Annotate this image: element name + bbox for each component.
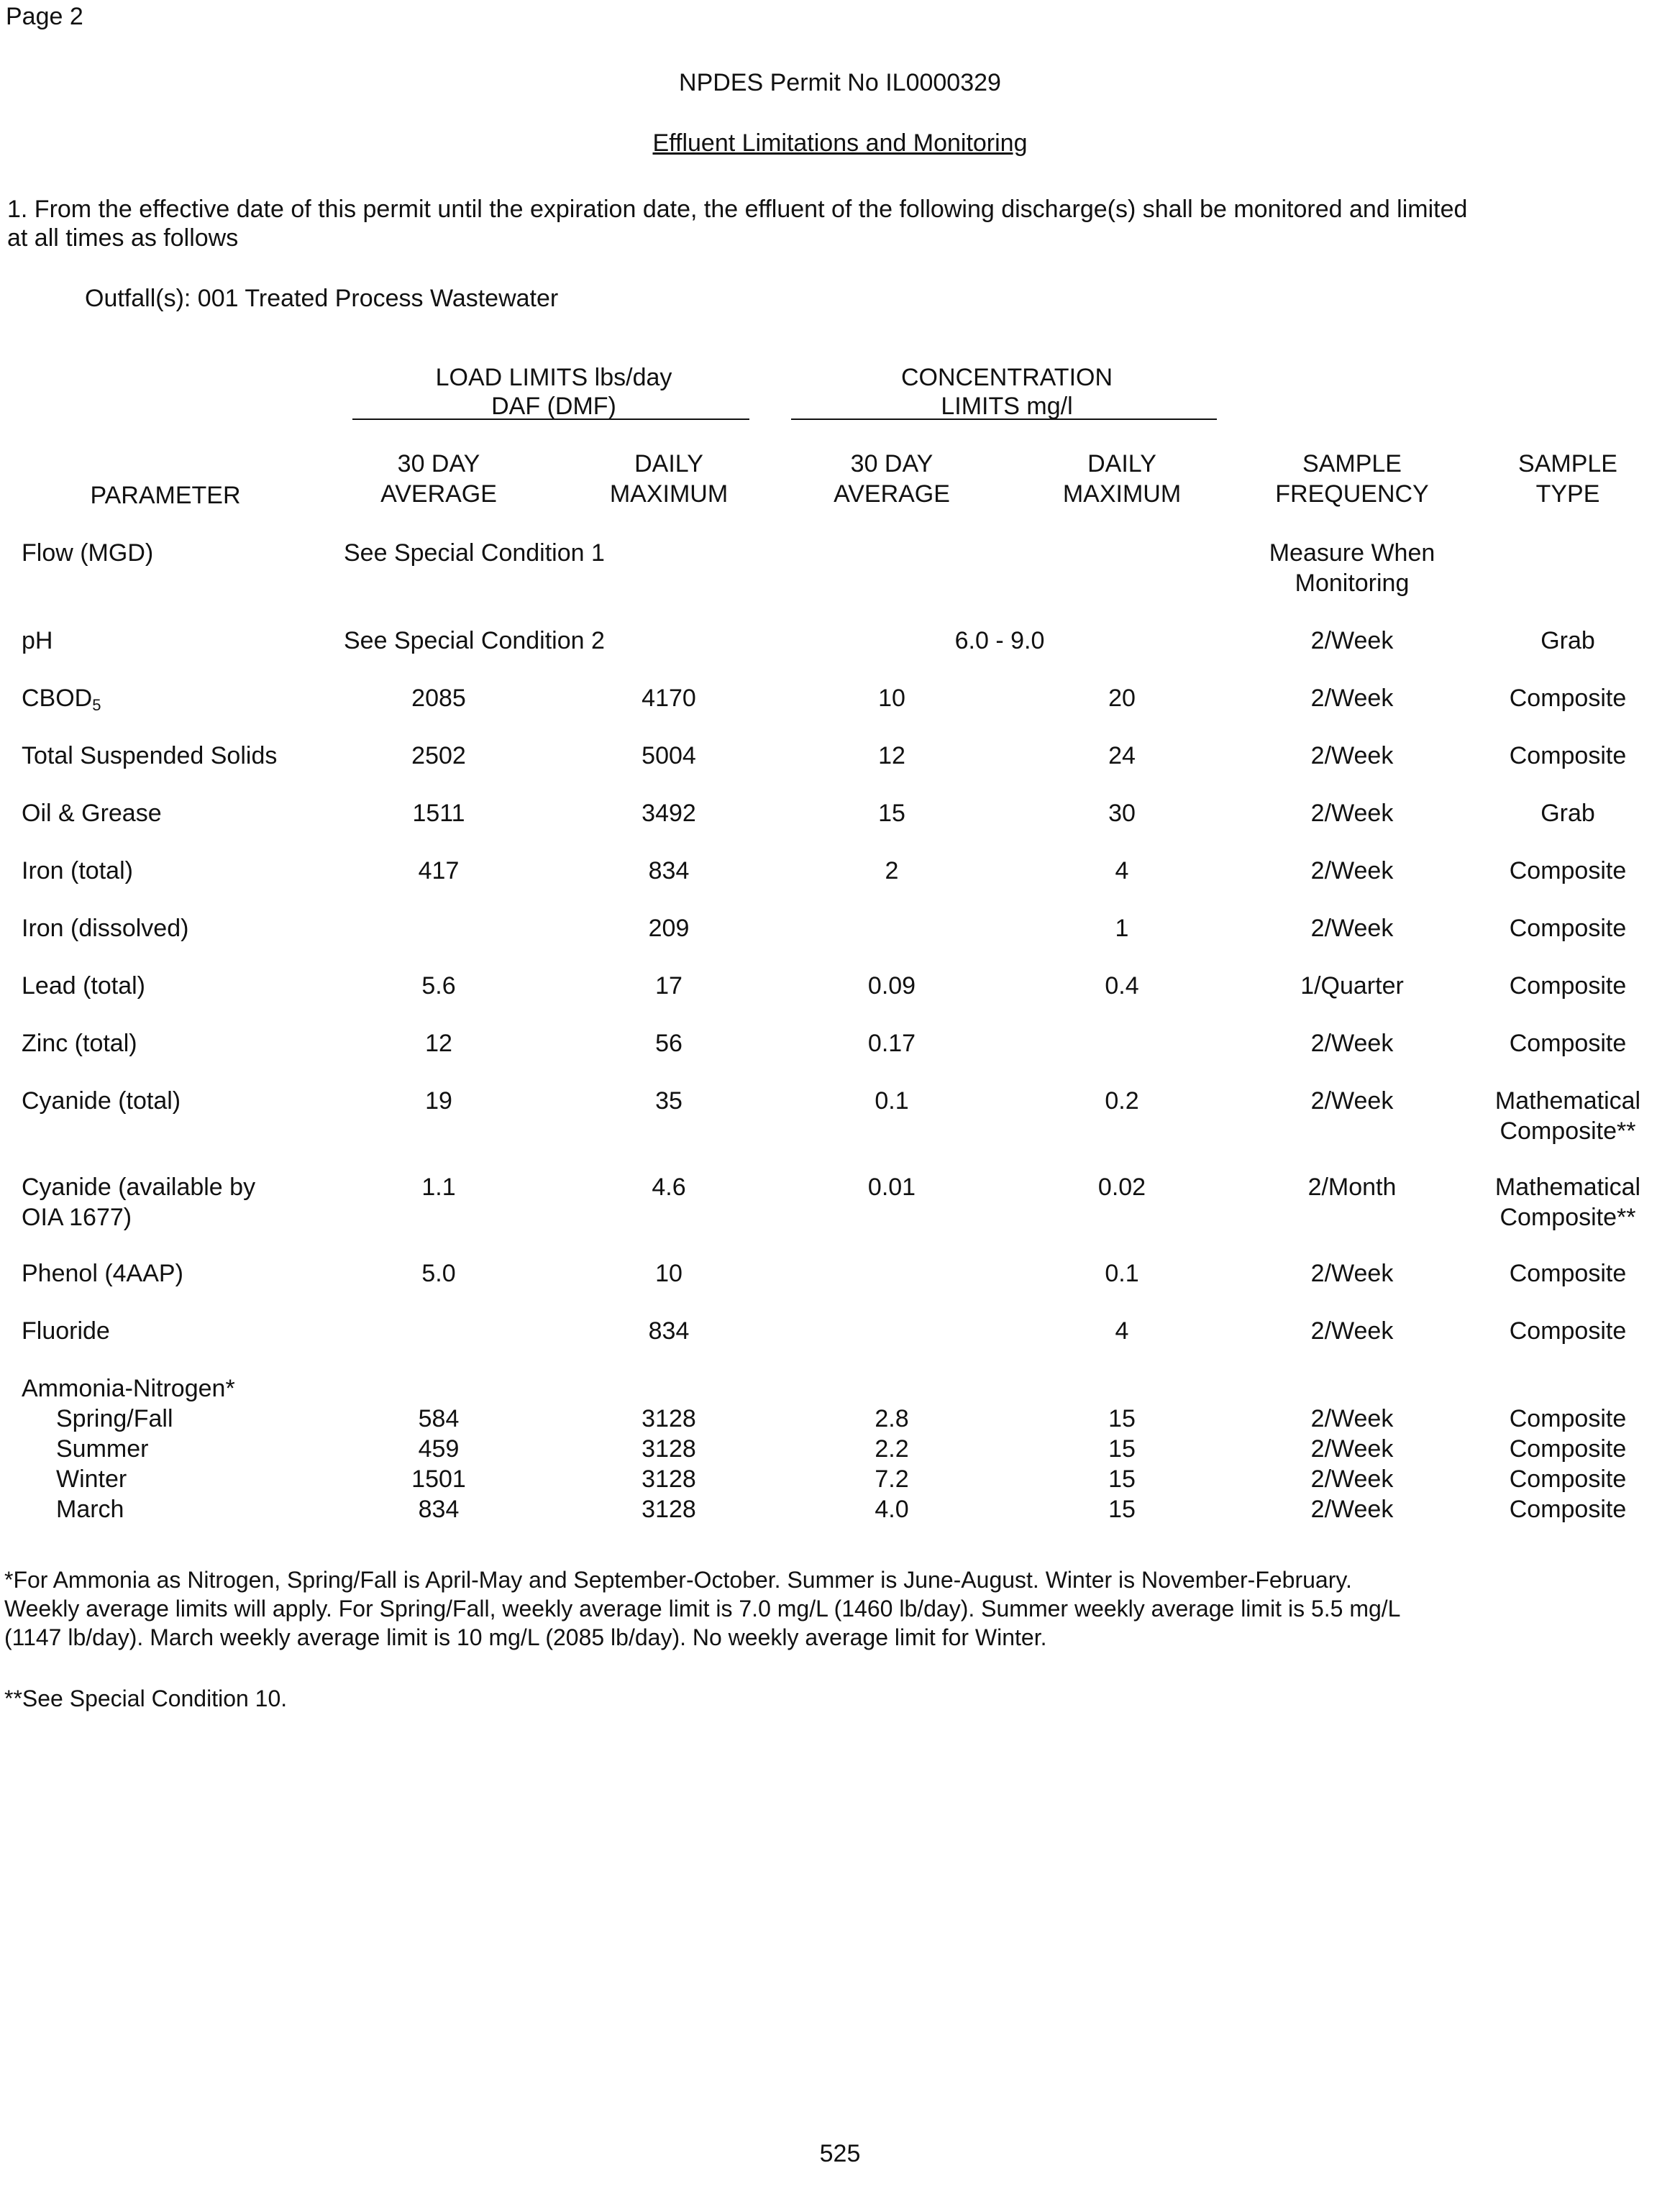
iron-diss-conc-dailymax: 1 (1115, 915, 1129, 942)
march-frequency: 2/Week (1310, 1496, 1394, 1523)
concentration-header: CONCENTRATION (900, 364, 1113, 391)
phenol-type: Composite (1509, 1260, 1627, 1287)
param-zinc: Zinc (total) (22, 1030, 137, 1057)
param-flow: Flow (MGD) (22, 539, 154, 567)
cyan-avail-type-1: Mathematical (1494, 1174, 1641, 1201)
cbod-load-dailymax: 4170 (642, 685, 696, 712)
param-cyanide-available-1: Cyanide (available by (22, 1174, 256, 1201)
spring-load-30day: 584 (418, 1405, 460, 1432)
winter-load-30day: 1501 (411, 1465, 466, 1493)
permit-title: NPDES Permit No IL0000329 (679, 69, 1001, 96)
summer-conc-30day: 2.2 (875, 1435, 909, 1463)
summer-type: Composite (1509, 1435, 1627, 1463)
concentration-subheader: LIMITS mg/l (941, 393, 1073, 420)
param-oil-grease: Oil & Grease (22, 800, 162, 827)
page-number: 525 (819, 2140, 861, 2167)
zinc-frequency: 2/Week (1310, 1030, 1394, 1057)
page-header: Page 2 (6, 3, 83, 30)
summer-frequency: 2/Week (1310, 1435, 1394, 1463)
iron-total-load-dailymax: 834 (648, 857, 690, 884)
lead-conc-dailymax: 0.4 (1105, 972, 1139, 1000)
march-conc-dailymax: 15 (1108, 1496, 1136, 1523)
fluoride-load-dailymax: 834 (648, 1317, 690, 1345)
zinc-load-30day: 12 (425, 1030, 452, 1057)
iron-diss-load-dailymax: 209 (648, 915, 690, 942)
march-load-30day: 834 (418, 1496, 460, 1523)
flow-frequency-2: Monitoring (1295, 570, 1410, 597)
cbod-load-30day: 2085 (411, 685, 466, 712)
param-ammonia: Ammonia-Nitrogen* (22, 1375, 235, 1402)
tss-conc-dailymax: 24 (1108, 742, 1136, 769)
oil-frequency: 2/Week (1310, 800, 1394, 827)
cyan-avail-conc-dailymax: 0.02 (1097, 1174, 1146, 1201)
footnote-ammonia-line3: (1147 lb/day). March weekly average limit is 10 mg/L (2085 lb/day). No weekly average limit for Winter. (4, 1624, 1047, 1650)
iron-total-load-30day: 417 (418, 857, 460, 884)
oil-conc-30day: 15 (878, 800, 905, 827)
oil-load-30day: 1511 (412, 800, 465, 827)
zinc-load-dailymax: 56 (655, 1030, 682, 1057)
param-iron-dissolved: Iron (dissolved) (22, 915, 189, 942)
cyan-avail-type-2: Composite** (1499, 1204, 1636, 1231)
march-load-dailymax: 3128 (642, 1496, 696, 1523)
flow-load-note: See Special Condition 1 (344, 539, 605, 567)
zinc-conc-30day: 0.17 (867, 1030, 916, 1057)
lead-load-30day: 5.6 (421, 972, 456, 1000)
load-limits-header: LOAD LIMITS lbs/day (435, 364, 672, 391)
phenol-load-dailymax: 10 (655, 1260, 682, 1287)
fluoride-conc-dailymax: 4 (1115, 1317, 1129, 1345)
col-sample-type-1: SAMPLE (1518, 450, 1617, 477)
param-phenol: Phenol (4AAP) (22, 1260, 183, 1287)
phenol-frequency: 2/Week (1310, 1260, 1394, 1287)
cyan-total-load-dailymax: 35 (655, 1087, 682, 1115)
oil-load-dailymax: 3492 (642, 800, 696, 827)
tss-load-dailymax: 5004 (642, 742, 696, 769)
footnote-ammonia-line1: *For Ammonia as Nitrogen, Spring/Fall is April-May and September-October. Summer is June-August. Winter is November-February. (4, 1567, 1352, 1593)
section-title: Effluent Limitations and Monitoring (652, 129, 1028, 157)
winter-conc-dailymax: 15 (1108, 1465, 1136, 1493)
iron-total-frequency: 2/Week (1310, 857, 1394, 884)
param-cbod: $CBOD_5$ (22, 685, 101, 714)
cyan-total-conc-dailymax: 0.2 (1105, 1087, 1139, 1115)
iron-total-type: Composite (1509, 857, 1627, 884)
cyan-total-type-1: Mathematical (1494, 1087, 1641, 1115)
outfall-label: Outfall(s): 001 Treated Process Wastewater (85, 285, 559, 312)
cyan-avail-conc-30day: 0.01 (867, 1174, 916, 1201)
march-conc-30day: 4.0 (875, 1496, 909, 1523)
cyan-avail-load-dailymax: 4.6 (652, 1174, 686, 1201)
ph-concentration: 6.0 - 9.0 (954, 627, 1045, 654)
spring-conc-dailymax: 15 (1108, 1405, 1136, 1432)
col-conc-30day-2: AVERAGE (834, 480, 950, 508)
param-cyanide-available-2: OIA 1677) (22, 1204, 132, 1231)
winter-load-dailymax: 3128 (642, 1465, 696, 1493)
tss-frequency: 2/Week (1310, 742, 1394, 769)
cbod-frequency: 2/Week (1310, 685, 1394, 712)
winter-type: Composite (1509, 1465, 1627, 1493)
param-ph: pH (22, 627, 53, 654)
season-march: March (56, 1496, 124, 1523)
col-conc-dailymax-2: MAXIMUM (1062, 480, 1182, 508)
season-winter: Winter (56, 1465, 127, 1493)
intro-text-line1: 1. From the effective date of this permit until the expiration date, the effluent of the following discharge(s) shall be monitored and limited (7, 196, 1468, 223)
flow-frequency-1: Measure When (1269, 539, 1435, 567)
lead-frequency: 1/Quarter (1300, 972, 1404, 1000)
lead-load-dailymax: 17 (655, 972, 682, 1000)
ph-type: Grab (1540, 627, 1595, 654)
oil-type: Grab (1540, 800, 1595, 827)
footnote-ammonia-line2: Weekly average limits will apply. For Spring/Fall, weekly average limit is 7.0 mg/L (1460 lb/day). Summer weekly average limit is 5.5 mg/L (4, 1596, 1401, 1622)
spring-type: Composite (1509, 1405, 1627, 1432)
spring-frequency: 2/Week (1310, 1405, 1394, 1432)
cbod-type: Composite (1509, 685, 1627, 712)
cyan-total-type-2: Composite** (1499, 1117, 1636, 1145)
iron-total-conc-30day: 2 (885, 857, 899, 884)
col-load-dailymax-1: DAILY (634, 450, 703, 477)
col-load-30day-1: 30 DAY (397, 450, 480, 477)
fluoride-frequency: 2/Week (1310, 1317, 1394, 1345)
footnote-special-condition: **See Special Condition 10. (4, 1686, 288, 1711)
ph-load-note: See Special Condition 2 (344, 627, 605, 654)
tss-conc-30day: 12 (878, 742, 905, 769)
col-conc-dailymax-1: DAILY (1087, 450, 1156, 477)
winter-conc-30day: 7.2 (875, 1465, 909, 1493)
col-conc-30day-1: 30 DAY (850, 450, 933, 477)
cyan-avail-frequency: 2/Month (1307, 1174, 1397, 1201)
oil-conc-dailymax: 30 (1108, 800, 1136, 827)
param-iron-total: Iron (total) (22, 857, 133, 884)
tss-load-30day: 2502 (411, 742, 466, 769)
col-load-dailymax-2: MAXIMUM (609, 480, 729, 508)
param-fluoride: Fluoride (22, 1317, 110, 1345)
intro-text-line2: at all times as follows (7, 224, 239, 252)
load-limits-rule (352, 419, 749, 420)
col-sample-frequency-1: SAMPLE (1302, 450, 1402, 477)
summer-load-30day: 459 (418, 1435, 460, 1463)
march-type: Composite (1509, 1496, 1627, 1523)
winter-frequency: 2/Week (1310, 1465, 1394, 1493)
iron-diss-frequency: 2/Week (1310, 915, 1394, 942)
param-tss: Total Suspended Solids (22, 742, 278, 769)
param-cyanide-total: Cyanide (total) (22, 1087, 181, 1115)
phenol-conc-dailymax: 0.1 (1105, 1260, 1139, 1287)
spring-load-dailymax: 3128 (642, 1405, 696, 1432)
cyan-total-load-30day: 19 (425, 1087, 452, 1115)
load-limits-subheader: DAF (DMF) (491, 393, 616, 420)
col-sample-frequency-2: FREQUENCY (1275, 480, 1429, 508)
col-parameter: PARAMETER (90, 482, 241, 509)
iron-total-conc-dailymax: 4 (1115, 857, 1129, 884)
season-spring-fall: Spring/Fall (56, 1405, 173, 1432)
iron-diss-type: Composite (1509, 915, 1627, 942)
lead-type: Composite (1509, 972, 1627, 1000)
col-load-30day-2: AVERAGE (380, 480, 497, 508)
summer-conc-dailymax: 15 (1108, 1435, 1136, 1463)
lead-conc-30day: 0.09 (867, 972, 916, 1000)
col-sample-type-2: TYPE (1535, 480, 1600, 508)
concentration-rule (791, 419, 1217, 420)
phenol-load-30day: 5.0 (421, 1260, 456, 1287)
cyan-avail-load-30day: 1.1 (421, 1174, 456, 1201)
fluoride-type: Composite (1509, 1317, 1627, 1345)
cbod-conc-dailymax: 20 (1108, 685, 1136, 712)
zinc-type: Composite (1509, 1030, 1627, 1057)
cbod-subscript: 5 (92, 696, 101, 714)
cbod-conc-30day: 10 (878, 685, 905, 712)
spring-conc-30day: 2.8 (875, 1405, 909, 1432)
summer-load-dailymax: 3128 (642, 1435, 696, 1463)
season-summer: Summer (56, 1435, 149, 1463)
ph-frequency: 2/Week (1310, 627, 1394, 654)
cyan-total-frequency: 2/Week (1310, 1087, 1394, 1115)
cyan-total-conc-30day: 0.1 (875, 1087, 909, 1115)
param-lead: Lead (total) (22, 972, 145, 1000)
tss-type: Composite (1509, 742, 1627, 769)
